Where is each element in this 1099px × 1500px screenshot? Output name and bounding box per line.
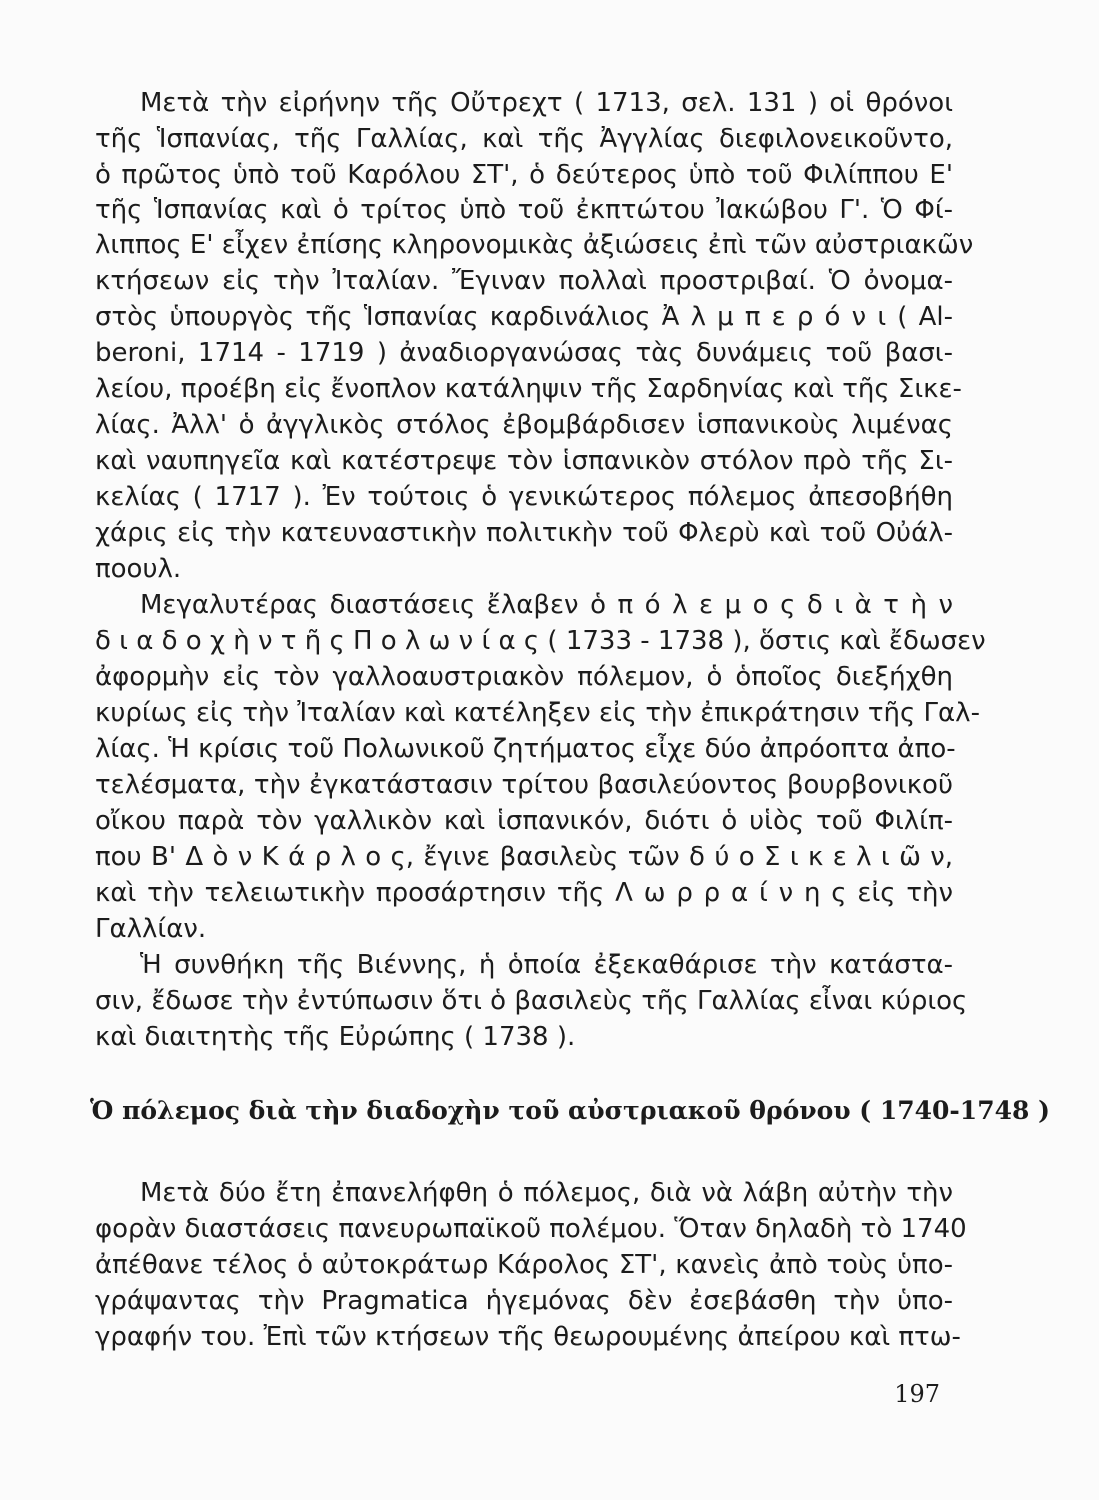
text-line: beroni, 1714 - 1719 ) ἀναδιοργανώσας τὰς δυνάμεις τοῦ βασι- <box>95 338 953 368</box>
text-line: Μετὰ δύο ἔτη ἐπανελήφθη ὁ πόλεμος, διὰ νὰ λάβη αὐτὴν τὴν <box>140 1178 953 1208</box>
text-line: καὶ διαιτητὴς τῆς Εὐρώπης ( 1738 ). <box>95 1022 576 1052</box>
text-line: καὶ τὴν τελειωτικὴν προσάρτησιν τῆς Λ ω ρ ρ α ί ν η ς εἰς τὴν <box>95 878 953 908</box>
text-line: τῆς Ἱσπανίας, τῆς Γαλλίας, καὶ τῆς Ἀγγλίας διεφιλονεικοῦντο, <box>95 124 953 154</box>
text-line: κυρίως εἰς τὴν Ἰταλίαν καὶ κατέληξεν εἰς τὴν ἐπικράτησιν τῆς Γαλ- <box>95 698 980 728</box>
text-line: οἴκου παρὰ τὸν γαλλικὸν καὶ ἱσπανικόν, διότι ὁ υἱὸς τοῦ Φιλίπ- <box>95 806 953 836</box>
text-line: Μετὰ τὴν εἰρήνην τῆς Οὔτρεχτ ( 1713, σελ. 131 ) οἱ θρόνοι <box>140 88 953 118</box>
text-line: Μεγαλυτέρας διαστάσεις ἔλαβεν ὁ π ό λ ε μ ο ς δ ι ὰ τ ὴ ν <box>140 590 953 620</box>
text-line: σιν, ἔδωσε τὴν ἐντύπωσιν ὅτι ὁ βασιλεὺς τῆς Γαλλίας εἶναι κύριος <box>95 986 968 1016</box>
text-line: ἀπέθανε τέλος ὁ αὐτοκράτωρ Κάρολος ΣΤ', κανεὶς ἀπὸ τοὺς ὑπο- <box>95 1250 953 1280</box>
text-line: Γαλλίαν. <box>95 914 207 944</box>
text-line: χάρις εἰς τὴν κατευναστικὴν πολιτικὴν τοῦ Φλερὺ καὶ τοῦ Οὐάλ- <box>95 518 953 548</box>
text-line: Ἡ συνθήκη τῆς Βιέννης, ἡ ὁποία ἐξεκαθάρισε τὴν κατάστα- <box>140 950 953 980</box>
text-line: δ ι α δ ο χ ὴ ν τ ῆ ς Π ο λ ω ν ί α ς ( 1733 - 1738 ), ὅστις καὶ ἔδωσεν <box>95 626 986 656</box>
text-line: λίας. Ἀλλ' ὁ ἀγγλικὸς στόλος ἐβομβάρδισεν ἱσπανικοὺς λιμένας <box>95 410 953 440</box>
text-line: τῆς Ἱσπανίας καὶ ὁ τρίτος ὑπὸ τοῦ ἐκπτώτου Ἰακώβου Γ'. Ὁ Φί- <box>95 195 953 225</box>
text-line: λιππος Ε' εἶχεν ἐπίσης κληρονομικὰς ἀξιώσεις ἐπὶ τῶν αὐστριακῶν <box>95 230 974 260</box>
text-line: ποουλ. <box>95 554 182 584</box>
text-line: γράψαντας τὴν Pragmatica ἡγεμόνας δὲν ἐσεβάσθη τὴν ὑπο- <box>95 1286 953 1316</box>
text-line: λίας. Ἡ κρίσις τοῦ Πολωνικοῦ ζητήματος εἶχε δύο ἀπρόοπτα ἀπο- <box>95 734 956 764</box>
text-line: τελέσματα, τὴν ἐγκατάστασιν τρίτου βασιλεύοντος βουρβονικοῦ <box>95 770 953 800</box>
text-line: ἀφορμὴν εἰς τὸν γαλλοαυστριακὸν πόλεμον, ὁ ὁποῖος διεξήχθη <box>95 662 953 692</box>
text-line: φορὰν διαστάσεις πανευρωπαϊκοῦ πολέμου. Ὅταν δηλαδὴ τὸ 1740 <box>95 1214 967 1244</box>
text-line: γραφήν του. Ἐπὶ τῶν κτήσεων τῆς θεωρουμένης ἀπείρου καὶ πτω- <box>95 1322 961 1352</box>
text-line: κελίας ( 1717 ). Ἐν τούτοις ὁ γενικώτερος πόλεμος ἀπεσοβήθη <box>95 482 953 512</box>
text-line: κτήσεων εἰς τὴν Ἰταλίαν. Ἔγιναν πολλαὶ προστριβαί. Ὁ ὀνομα- <box>95 266 953 296</box>
text-line: ὁ πρῶτος ὑπὸ τοῦ Καρόλου ΣΤ', ὁ δεύτερος ὑπὸ τοῦ Φιλίππου Ε' <box>95 160 953 190</box>
section-heading: Ὁ πόλεμος διὰ τὴν διαδοχὴν τοῦ αὐστριακοῦ θρόνου ( 1740-1748 ) <box>90 1096 1050 1125</box>
text-line: λείου, προέβη εἰς ἔνοπλον κατάληψιν τῆς Σαρδηνίας καὶ τῆς Σικε- <box>95 374 962 404</box>
text-line: στὸς ὑπουργὸς τῆς Ἱσπανίας καρδινάλιος Ἀ λ μ π ε ρ ό ν ι ( Al- <box>95 302 953 332</box>
text-line: καὶ ναυπηγεῖα καὶ κατέστρεψε τὸν ἱσπανικὸν στόλον πρὸ τῆς Σι- <box>95 446 953 476</box>
text-line: που Β' Δ ὸ ν Κ ά ρ λ ο ς, ἔγινε βασιλεὺς τῶν δ ύ ο Σ ι κ ε λ ι ῶ ν, <box>95 842 953 872</box>
page-number: 197 <box>894 1380 940 1408</box>
